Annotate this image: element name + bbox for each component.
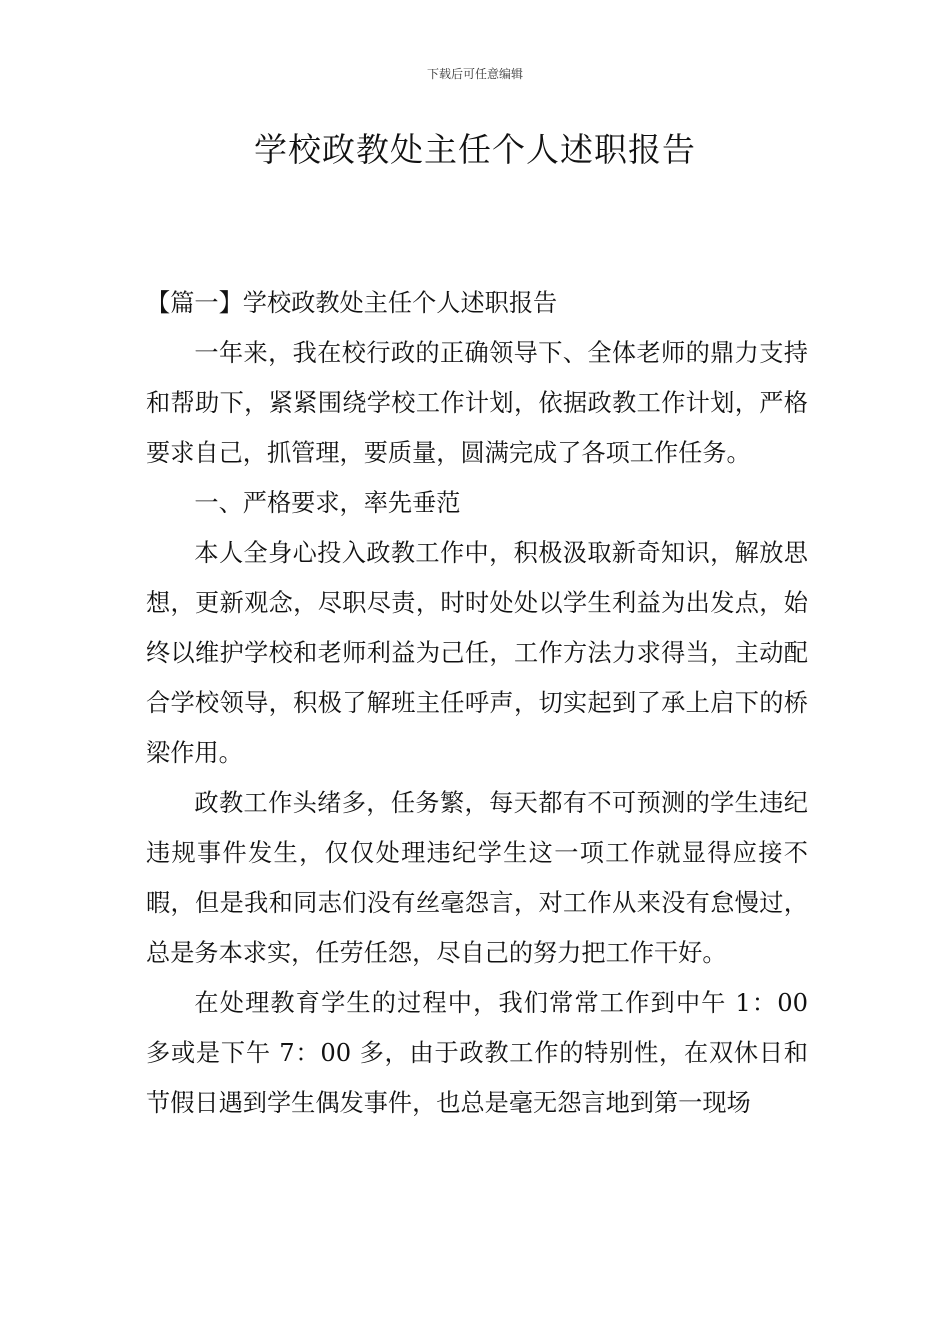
document-body bbox=[146, 278, 808, 1128]
document-title: 学校政教处主任个人述职报告 bbox=[254, 130, 696, 169]
paragraph-overtime: 在处理教育学生的过程中，我们常常工作到中午 1：00 多或是下午 7：00 多，由于政教工作的特别性，在双休日和节假日遇到学生偶发事件，也总是毫无怨言地到第一现场 bbox=[146, 989, 808, 1117]
header-note: 下载后可任意编辑 bbox=[426, 67, 523, 81]
paragraph-intro: 一年来，我在校行政的正确领导下、全体老师的鼎力支持和帮助下，紧紧围绕学校工作计划，依据政教工作计划，严格要求自己，抓管理，要质量，圆满完成了各项工作任务。 bbox=[146, 339, 808, 467]
subheading-strict-requirements: 一、严格要求，率先垂范 bbox=[194, 489, 461, 517]
paragraph-dedication: 本人全身心投入政教工作中，积极汲取新奇知识，解放思想，更新观念，尽职尽责，时时处处以学生利益为出发点，始终以维护学校和老师利益为己任，工作方法力求得当，主动配合学校领导，积极了解班主任呼声，切实起到了承上启下的桥梁作用。 bbox=[146, 539, 808, 767]
section-heading: 【篇一】学校政教处主任个人述职报告 bbox=[146, 289, 558, 317]
paragraph-workload: 政教工作头绪多，任务繁，每天都有不可预测的学生违纪违规事件发生，仅仅处理违纪学生这一项工作就显得应接不暇，但是我和同志们没有丝毫怨言，对工作从来没有怠慢过，总是务本求实，任劳任怨，尽自己的努力把工作干好。 bbox=[146, 789, 808, 967]
